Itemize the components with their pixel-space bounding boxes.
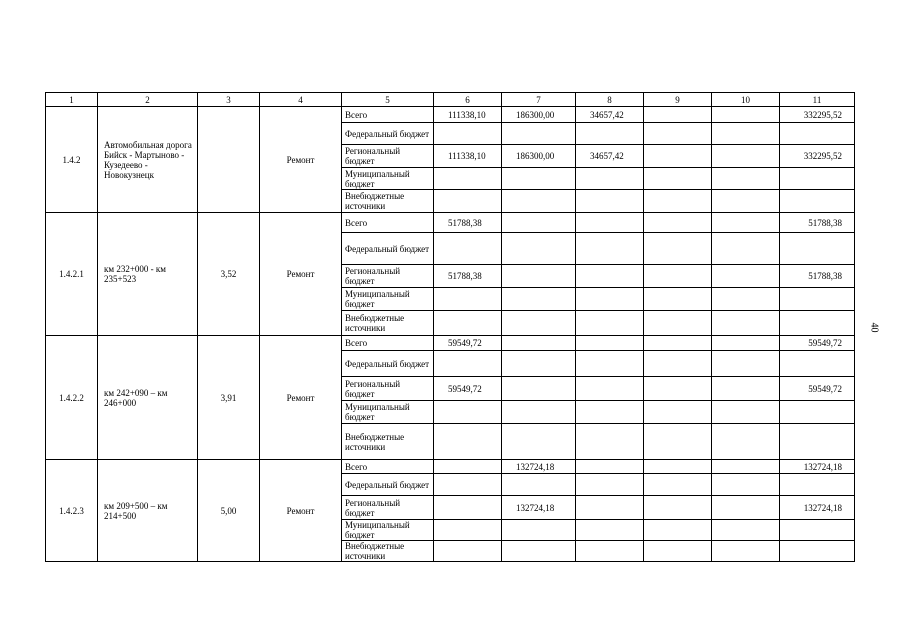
value-cell (712, 336, 780, 351)
value-cell (644, 401, 712, 424)
value-cell (434, 541, 502, 562)
value-cell (644, 541, 712, 562)
value-cell (712, 311, 780, 336)
value-total-cell (780, 288, 855, 311)
value-cell (644, 474, 712, 496)
value-cell (576, 336, 644, 351)
entry-work-type: Ремонт (260, 460, 342, 562)
value-cell (644, 168, 712, 190)
source-municipal: Муниципальный бюджет (342, 401, 434, 424)
value-cell (576, 496, 644, 520)
value-cell (644, 336, 712, 351)
value-cell (576, 213, 644, 233)
table-row (46, 460, 855, 474)
value-cell (576, 351, 644, 377)
value-total-cell (780, 123, 855, 145)
value-total-cell (780, 401, 855, 424)
column-number-header: 1 (46, 93, 98, 107)
value-cell (502, 168, 576, 190)
value-cell (502, 424, 576, 460)
column-number-header: 7 (502, 93, 576, 107)
column-number-header: 8 (576, 93, 644, 107)
entry-number: 1.4.2 (46, 107, 98, 213)
value-cell (576, 460, 644, 474)
value-cell (712, 474, 780, 496)
column-number-header: 11 (780, 93, 855, 107)
value-cell (644, 123, 712, 145)
value-cell (434, 351, 502, 377)
value-cell (576, 474, 644, 496)
entry-work-type: Ремонт (260, 213, 342, 336)
value-cell (712, 213, 780, 233)
entry-length: 3,52 (198, 213, 260, 336)
value-cell (434, 401, 502, 424)
value-cell (434, 424, 502, 460)
column-number-header: 10 (712, 93, 780, 107)
value-cell: 51788,38 (434, 265, 502, 288)
column-number-header: 9 (644, 93, 712, 107)
value-cell (712, 424, 780, 460)
value-cell (502, 541, 576, 562)
value-cell (502, 288, 576, 311)
value-cell (712, 145, 780, 168)
source-regional: Региональный бюджет (342, 377, 434, 401)
value-cell: 132724,18 (502, 460, 576, 474)
value-cell (502, 233, 576, 265)
value-cell (644, 233, 712, 265)
value-cell (434, 460, 502, 474)
source-municipal: Муниципальный бюджет (342, 168, 434, 190)
column-number-header: 3 (198, 93, 260, 107)
value-cell: 186300,00 (502, 145, 576, 168)
entry-work-type: Ремонт (260, 336, 342, 460)
value-cell (576, 311, 644, 336)
value-total-cell: 51788,38 (780, 265, 855, 288)
table-body (46, 107, 855, 562)
value-cell (644, 145, 712, 168)
value-total-cell: 132724,18 (780, 496, 855, 520)
table-row (46, 336, 855, 351)
value-cell (502, 265, 576, 288)
value-cell (576, 265, 644, 288)
value-cell (644, 107, 712, 123)
road-repair-table (45, 92, 855, 562)
entry-number: 1.4.2.1 (46, 213, 98, 336)
source-total: Всего (342, 107, 434, 123)
value-cell (712, 288, 780, 311)
value-total-cell (780, 474, 855, 496)
value-total-cell (780, 351, 855, 377)
value-cell (644, 190, 712, 213)
value-total-cell: 132724,18 (780, 460, 855, 474)
page-number: 40 (868, 322, 880, 333)
value-cell (644, 351, 712, 377)
source-federal: Федеральный бюджет (342, 123, 434, 145)
value-cell (502, 190, 576, 213)
value-cell: 59549,72 (434, 336, 502, 351)
value-cell (712, 496, 780, 520)
value-total-cell: 51788,38 (780, 213, 855, 233)
value-cell (434, 168, 502, 190)
source-total: Всего (342, 336, 434, 351)
value-cell (502, 351, 576, 377)
entry-length (198, 107, 260, 213)
entry-name: км 242+090 – км 246+000 (98, 336, 198, 460)
value-cell: 51788,38 (434, 213, 502, 233)
value-cell (434, 288, 502, 311)
source-municipal: Муниципальный бюджет (342, 520, 434, 541)
value-total-cell: 332295,52 (780, 107, 855, 123)
column-number-header: 5 (342, 93, 434, 107)
value-cell (712, 168, 780, 190)
source-extrabudgetary: Внебюджетные источники (342, 424, 434, 460)
value-total-cell: 332295,52 (780, 145, 855, 168)
value-cell (502, 311, 576, 336)
value-cell (644, 520, 712, 541)
value-cell (434, 123, 502, 145)
source-total: Всего (342, 460, 434, 474)
value-cell (576, 520, 644, 541)
value-cell (644, 377, 712, 401)
value-total-cell: 59549,72 (780, 336, 855, 351)
value-cell (434, 520, 502, 541)
value-total-cell: 59549,72 (780, 377, 855, 401)
source-regional: Региональный бюджет (342, 265, 434, 288)
value-cell (502, 213, 576, 233)
value-cell (712, 377, 780, 401)
entry-name: км 209+500 – км 214+500 (98, 460, 198, 562)
column-number-row (46, 93, 855, 107)
value-cell (434, 474, 502, 496)
source-municipal: Муниципальный бюджет (342, 288, 434, 311)
source-extrabudgetary: Внебюджетные источники (342, 190, 434, 213)
value-cell (644, 311, 712, 336)
value-cell (712, 265, 780, 288)
column-number-header: 6 (434, 93, 502, 107)
value-cell: 34657,42 (576, 107, 644, 123)
entry-name: км 232+000 - км 235+523 (98, 213, 198, 336)
value-total-cell (780, 541, 855, 562)
value-cell (712, 401, 780, 424)
value-total-cell (780, 168, 855, 190)
value-cell (502, 401, 576, 424)
source-total: Всего (342, 213, 434, 233)
value-cell (712, 351, 780, 377)
value-total-cell (780, 190, 855, 213)
value-cell (712, 541, 780, 562)
value-cell (434, 496, 502, 520)
entry-length: 5,00 (198, 460, 260, 562)
value-cell (576, 190, 644, 213)
value-cell: 111338,10 (434, 145, 502, 168)
value-cell (644, 424, 712, 460)
value-cell (644, 213, 712, 233)
value-cell (644, 265, 712, 288)
value-cell (576, 288, 644, 311)
source-extrabudgetary: Внебюджетные источники (342, 311, 434, 336)
value-cell (644, 496, 712, 520)
source-federal: Федеральный бюджет (342, 233, 434, 265)
value-cell (712, 190, 780, 213)
value-cell: 186300,00 (502, 107, 576, 123)
value-cell (576, 233, 644, 265)
value-cell (644, 288, 712, 311)
table-row (46, 213, 855, 233)
source-federal: Федеральный бюджет (342, 351, 434, 377)
value-cell: 132724,18 (502, 496, 576, 520)
value-cell (712, 123, 780, 145)
source-federal: Федеральный бюджет (342, 474, 434, 496)
value-cell (712, 107, 780, 123)
value-cell (576, 123, 644, 145)
source-regional: Региональный бюджет (342, 496, 434, 520)
value-cell (712, 520, 780, 541)
value-cell: 111338,10 (434, 107, 502, 123)
value-cell (576, 377, 644, 401)
value-cell: 34657,42 (576, 145, 644, 168)
value-cell (434, 311, 502, 336)
value-cell (576, 424, 644, 460)
value-cell (502, 520, 576, 541)
value-total-cell (780, 311, 855, 336)
value-total-cell (780, 520, 855, 541)
value-cell (644, 460, 712, 474)
entry-number: 1.4.2.2 (46, 336, 98, 460)
entry-length: 3,91 (198, 336, 260, 460)
value-cell: 59549,72 (434, 377, 502, 401)
value-cell (576, 168, 644, 190)
entry-number: 1.4.2.3 (46, 460, 98, 562)
value-cell (434, 233, 502, 265)
entry-name: Автомобильная дорога Бийск - Мартыново - Кузедеево - Новокузнецк (98, 107, 198, 213)
column-number-header: 4 (260, 93, 342, 107)
value-cell (434, 190, 502, 213)
table-row (46, 107, 855, 123)
value-total-cell (780, 424, 855, 460)
value-cell (576, 541, 644, 562)
value-cell (502, 336, 576, 351)
value-cell (502, 123, 576, 145)
value-cell (712, 233, 780, 265)
source-extrabudgetary: Внебюджетные источники (342, 541, 434, 562)
road-repair-table-container (45, 92, 854, 562)
value-total-cell (780, 233, 855, 265)
value-cell (502, 474, 576, 496)
value-cell (712, 460, 780, 474)
value-cell (576, 401, 644, 424)
column-number-header: 2 (98, 93, 198, 107)
value-cell (502, 377, 576, 401)
source-regional: Региональный бюджет (342, 145, 434, 168)
entry-work-type: Ремонт (260, 107, 342, 213)
